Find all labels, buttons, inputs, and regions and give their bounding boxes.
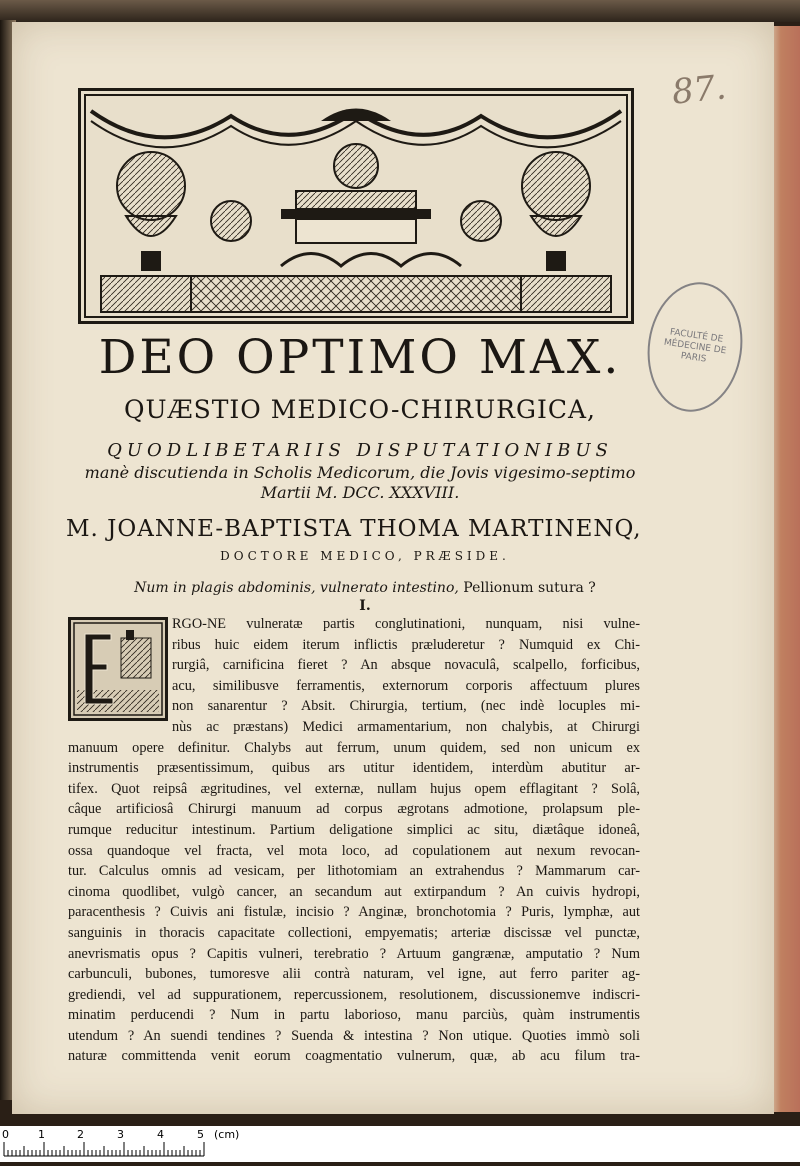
text-line: manuum opere definitur. Chalybs aut ferrum, unum quidem, sed non unicum ex [68,739,640,756]
body-text [68,614,640,1067]
scale-ruler [0,1126,800,1162]
stamp-text: FACULTÉ DE MÉDECINE DE PARIS [663,326,727,365]
text-line: acu, similibusve ferramentis, externorum corporis affectuum plures [172,677,640,694]
text-line: câque artificiosâ Chirurgi manuum ad corpus ægrotans admotione, prolapsum ple- [68,801,640,818]
headpiece-engraving [78,88,634,324]
subtitle-line-3: Martii M. DCC. XXXVIII. [260,483,460,502]
text-line: nùs ac præstans) Medici armamentarium, non chalybis, at Chirurgi [172,718,640,735]
section-number: I. [359,598,371,614]
ruler-label: 5 [197,1128,204,1141]
text-line: tifex. Quot reipsâ ægritudines, vel externæ, nullam hujus opem efflagitant ? Solâ, [68,780,640,797]
praeses-title: DOCTORE MEDICO, PRÆSIDE. [220,549,510,563]
ruler-label: 1 [38,1128,45,1141]
engraving-image [81,91,631,321]
text-line: paracenthesis ? Cuivis ani fistulæ, incisio ? Anginæ, bronchotomia ? Puris, lymphæ, aut [68,904,640,921]
subtitle-line-2: manè discutienda in Scholis Medicorum, die Jovis vigesimo-septimo [84,463,636,482]
text-line: minatim perducendi ? Num in partu laborioso, manu parciùs, quàm instrumentis [68,1007,640,1024]
ruler-label: 2 [77,1128,84,1141]
ruler-label: 4 [157,1128,164,1141]
text-line: rumque reducitur intestinum. Partium deligatione simplici ac situ, diætâque idoneâ, [68,821,640,838]
text-line: anevrismatis opus ? Capitis vulneri, terebratio ? Artuum gangrænæ, amputatio ? Num [68,945,640,962]
text-line: instrumentis præsentissimum, quibus ars utitur identidem, interdùm abutitur ar- [68,760,640,777]
text-line: ossa quandoque vel fracta, vel mota loco, ad copulationem aut nexum revocan- [68,842,640,859]
text-line: non sanarentur ? Absit. Chirurgia, tertium, (nec indè locuples mi- [172,698,640,715]
text-line: sanguinis in thoracis capacitate collectioni, empyematis; arteriæ discissæ vel punctæ, [68,924,640,941]
ruler-label: 3 [117,1128,124,1141]
text-line: cinoma quodlibet, vulgò cancer, an secandum aut extirpandum ? An cuivis hydropi, [68,883,640,900]
title-main: DEO OPTIMO MAX. [98,330,622,385]
text-line: naturæ committenda venit eorum coagmentatio vulnerum, quæ, ab acu filum tra- [68,1048,640,1065]
praeses-name: M. JOANNE-BAPTISTA THOMA MARTINENQ, [66,516,642,542]
subtitle-line-1: QUODLIBETARIIS DISPUTATIONIBUS [107,440,613,461]
title-subtitle: QUÆSTIO MEDICO-CHIRURGICA, [124,395,596,424]
text-line: ribus huic eidem iterum inflictis præluderetur ? Numquid ex Chi- [172,636,640,653]
folio-number: 87. [670,67,729,113]
question-italic: Num in plagis abdominis, vulnerato intestino, [134,580,459,596]
text-line: rurgiâ, carnificina fieret ? An absque novaculâ, scalpello, forficibus, [172,657,640,674]
thesis-question [70,580,660,596]
text-line: RGO-NE vulneratæ partis conglutinationi, nunquam, nisi vulne- [172,616,640,632]
ruler-unit: (cm) [214,1128,240,1141]
question-plain: Pellionum sutura ? [463,580,596,596]
text-line: carbunculi, bubones, tumoresve alii contrà naturam, vel igne, aut ferro pariter ag- [68,966,640,983]
text-line: utendum ? An suendi tendines ? Suenda & intestina ? Non utique. Quoties immò soli [68,1027,640,1044]
text-line: tur. Calculus omnis ad vesicam, per lithotomiam an extrahendus ? Mammarum car- [68,863,640,880]
text-line: grediendi, vel ad suppurationem, repercussionem, resolutionem, discussionemve indiscri- [68,986,640,1003]
ruler-label: 0 [2,1128,9,1141]
scan-top-edge [0,0,800,22]
